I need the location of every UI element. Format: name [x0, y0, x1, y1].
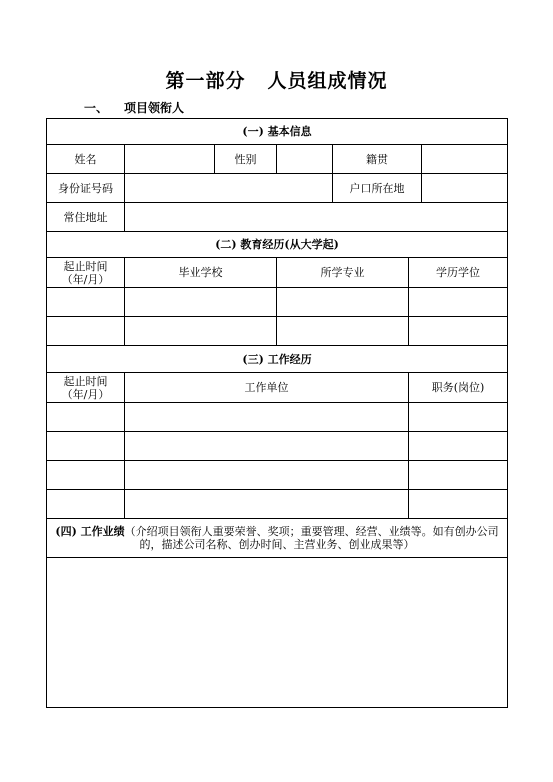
edu-col-school: 毕业学校: [125, 258, 277, 288]
origin-label: 籍贯: [333, 145, 422, 174]
edu-col-degree: 学历学位: [409, 258, 508, 288]
work-position-cell[interactable]: [409, 461, 508, 490]
work-period-cell[interactable]: [47, 403, 125, 432]
work-col-period-label: 起止时间 （年/月）: [61, 374, 110, 401]
edu-school-cell[interactable]: [125, 288, 277, 317]
achievements-field[interactable]: [47, 558, 508, 708]
leader-form-table: [46, 118, 508, 708]
achievements-heading: [47, 519, 508, 558]
work-position-cell[interactable]: [409, 403, 508, 432]
work-row: [47, 432, 508, 461]
basic-info-heading: (一) 基本信息: [47, 119, 508, 145]
origin-field[interactable]: [422, 145, 508, 174]
id-number-label: 身份证号码: [47, 174, 125, 203]
work-position-cell[interactable]: [409, 490, 508, 519]
edu-col-period-label: 起止时间 （年/月）: [61, 259, 110, 286]
edu-period-cell[interactable]: [47, 288, 125, 317]
work-position-cell[interactable]: [409, 432, 508, 461]
address-field[interactable]: [125, 203, 508, 232]
work-employer-cell[interactable]: [125, 403, 409, 432]
edu-col-major: 所学专业: [277, 258, 409, 288]
edu-col-period: [47, 258, 125, 288]
education-row: [47, 317, 508, 346]
edu-period-cell[interactable]: [47, 317, 125, 346]
page-title: [0, 66, 553, 93]
section-number: 一、: [84, 101, 109, 115]
work-employer-cell[interactable]: [125, 432, 409, 461]
work-period-cell[interactable]: [47, 461, 125, 490]
edu-degree-cell[interactable]: [409, 317, 508, 346]
edu-major-cell[interactable]: [277, 288, 409, 317]
work-row: [47, 461, 508, 490]
work-col-employer: 工作单位: [125, 373, 409, 403]
education-heading: (二) 教育经历(从大学起): [47, 232, 508, 258]
section-title: 项目领衔人: [124, 101, 185, 115]
gender-field[interactable]: [277, 145, 333, 174]
work-employer-cell[interactable]: [125, 461, 409, 490]
address-label: 常住地址: [47, 203, 125, 232]
name-field[interactable]: [125, 145, 215, 174]
hukou-field[interactable]: [422, 174, 508, 203]
work-row: [47, 490, 508, 519]
work-period-cell[interactable]: [47, 490, 125, 519]
title-text: 人员组成情况: [267, 70, 388, 92]
work-row: [47, 403, 508, 432]
work-col-period: [47, 373, 125, 403]
edu-school-cell[interactable]: [125, 317, 277, 346]
achievements-heading-label: (四) 工作业绩: [55, 525, 125, 538]
id-number-field[interactable]: [125, 174, 333, 203]
work-heading: (三) 工作经历: [47, 346, 508, 373]
education-row: [47, 288, 508, 317]
name-label: 姓名: [47, 145, 125, 174]
edu-degree-cell[interactable]: [409, 288, 508, 317]
achievements-description: （介绍项目领衔人重要荣誉、奖项；重要管理、经营、业绩等。如有创办公司的，描述公司名称、创办时间、主营业务、创业成果等）: [124, 525, 499, 551]
gender-label: 性别: [215, 145, 277, 174]
hukou-label: 户口所在地: [333, 174, 422, 203]
work-employer-cell[interactable]: [125, 490, 409, 519]
section-heading: [84, 99, 184, 116]
title-part: 第一部分: [165, 70, 246, 92]
edu-major-cell[interactable]: [277, 317, 409, 346]
work-period-cell[interactable]: [47, 432, 125, 461]
work-col-position: 职务(岗位): [409, 373, 508, 403]
